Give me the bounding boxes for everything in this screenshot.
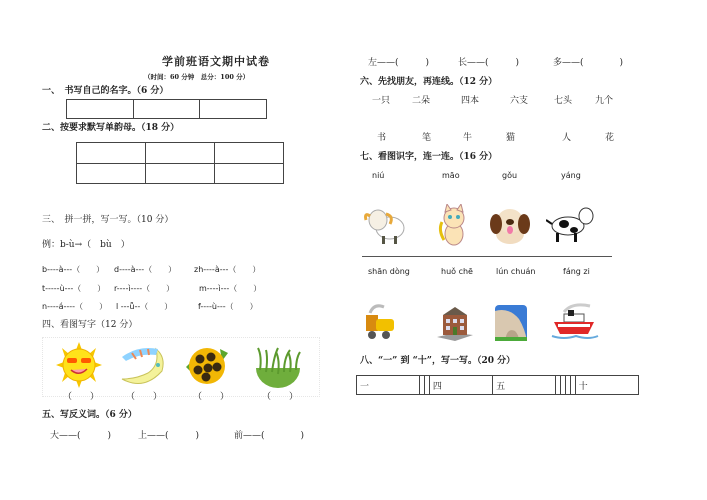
pinyin-item: t-----ù---（ ） — [42, 284, 106, 293]
noun-word: 书 — [377, 133, 387, 143]
measure-word: 一只 — [372, 96, 391, 106]
grass-icon — [254, 346, 302, 388]
noun-word: 花 — [605, 133, 615, 143]
pinyin-item: d----à---（ ） — [114, 265, 177, 274]
antonym-item: 上——( ) — [138, 431, 200, 441]
noun-word: 笔 — [422, 133, 432, 143]
measure-word: 七头 — [554, 96, 573, 106]
pinyin-item: m----ì---（ ） — [199, 284, 262, 293]
picture-answer: （ ） — [63, 392, 100, 402]
sunflower-icon — [184, 345, 230, 387]
pinyin-item: r----ì----（ ） — [114, 284, 175, 293]
divider-line — [362, 256, 612, 257]
pinyin-label: fáng zi — [563, 267, 590, 276]
number-cell[interactable]: 四 — [429, 376, 492, 395]
antonym-item: 左——( ) — [368, 58, 430, 68]
pinyin-item: b----à---（ ） — [42, 265, 105, 274]
sheep-icon — [362, 202, 406, 246]
section-8-heading: 八、“一” 到 “十”，写一写。（20 分） — [360, 356, 516, 366]
antonym-item: 长——( ) — [458, 58, 520, 68]
pinyin-item: n----á----（ ） — [42, 302, 108, 311]
number-cell[interactable]: 五 — [493, 376, 556, 395]
moon-icon — [118, 345, 170, 387]
antonym-item: 多——( ) — [553, 58, 624, 68]
pinyin-label: māo — [442, 171, 460, 180]
pinyin-item: zh----à---（ ） — [194, 265, 261, 274]
vowel-grid — [76, 142, 284, 184]
sun-icon — [52, 342, 106, 388]
name-box[interactable] — [67, 100, 134, 119]
antonym-item: 大——( ) — [50, 431, 112, 441]
measure-word: 六支 — [510, 96, 529, 106]
section-4-heading: 四、看图写字（12 分） — [42, 320, 138, 330]
cow-icon — [546, 202, 596, 244]
section-3-heading: 三、 拼一拼，写一写。（10 分） — [42, 215, 174, 225]
section-1-heading: 一、 书写自己的名字。（6 分） — [42, 86, 169, 96]
train-icon — [362, 303, 398, 341]
vowel-cell[interactable] — [77, 143, 146, 164]
cat-icon — [434, 204, 470, 246]
pinyin-example: 例：b-ù→（ bù ） — [42, 240, 130, 250]
vowel-cell[interactable] — [146, 163, 215, 184]
number-cell[interactable]: 十 — [575, 376, 638, 395]
pinyin-item: f----ù---（ ） — [198, 302, 258, 311]
picture-answer: （ ） — [126, 392, 163, 402]
section-5-heading: 五、写反义词。（6 分） — [42, 410, 137, 420]
pinyin-label: huǒ chē — [441, 267, 473, 276]
house-icon — [435, 305, 475, 341]
pinyin-label: niú — [372, 171, 385, 180]
vowel-cell[interactable] — [146, 143, 215, 164]
name-box[interactable] — [200, 100, 267, 119]
section-7-heading: 七、看图识字，连一连。（16 分） — [360, 152, 498, 162]
cave-icon — [495, 305, 527, 341]
name-boxes — [66, 99, 267, 119]
pinyin-label: lún chuán — [496, 267, 536, 276]
noun-word: 猫 — [506, 133, 516, 143]
number-grid — [356, 375, 639, 395]
picture-answer: （ ） — [193, 392, 230, 402]
pinyin-label: gǒu — [502, 171, 518, 180]
vowel-cell[interactable] — [77, 163, 146, 184]
exam-title: 学前班语文期中试卷 — [162, 55, 270, 68]
ship-icon — [550, 302, 600, 342]
vowel-cell[interactable] — [215, 143, 284, 164]
name-box[interactable] — [133, 100, 200, 119]
pinyin-item: l ---ǖ--（ ） — [116, 302, 173, 311]
section-2-heading: 二、按要求默写单韵母。（18 分） — [42, 123, 180, 133]
dog-icon — [487, 204, 533, 246]
measure-word: 九个 — [595, 96, 614, 106]
pinyin-label: yáng — [561, 171, 581, 180]
measure-word: 四本 — [461, 96, 480, 106]
antonym-item: 前——( ) — [234, 431, 305, 441]
number-cell[interactable]: 一 — [357, 376, 420, 395]
noun-word: 人 — [562, 133, 572, 143]
vowel-cell[interactable] — [215, 163, 284, 184]
measure-word: 二朵 — [412, 96, 431, 106]
pinyin-label: shān dòng — [368, 267, 410, 276]
exam-subtitle: （时间：60 分钟 总分：100 分） — [144, 73, 250, 81]
section-6-heading: 六、先找朋友，再连线。（12 分） — [360, 77, 498, 87]
picture-answer: （ ） — [262, 392, 299, 402]
noun-word: 牛 — [463, 133, 473, 143]
